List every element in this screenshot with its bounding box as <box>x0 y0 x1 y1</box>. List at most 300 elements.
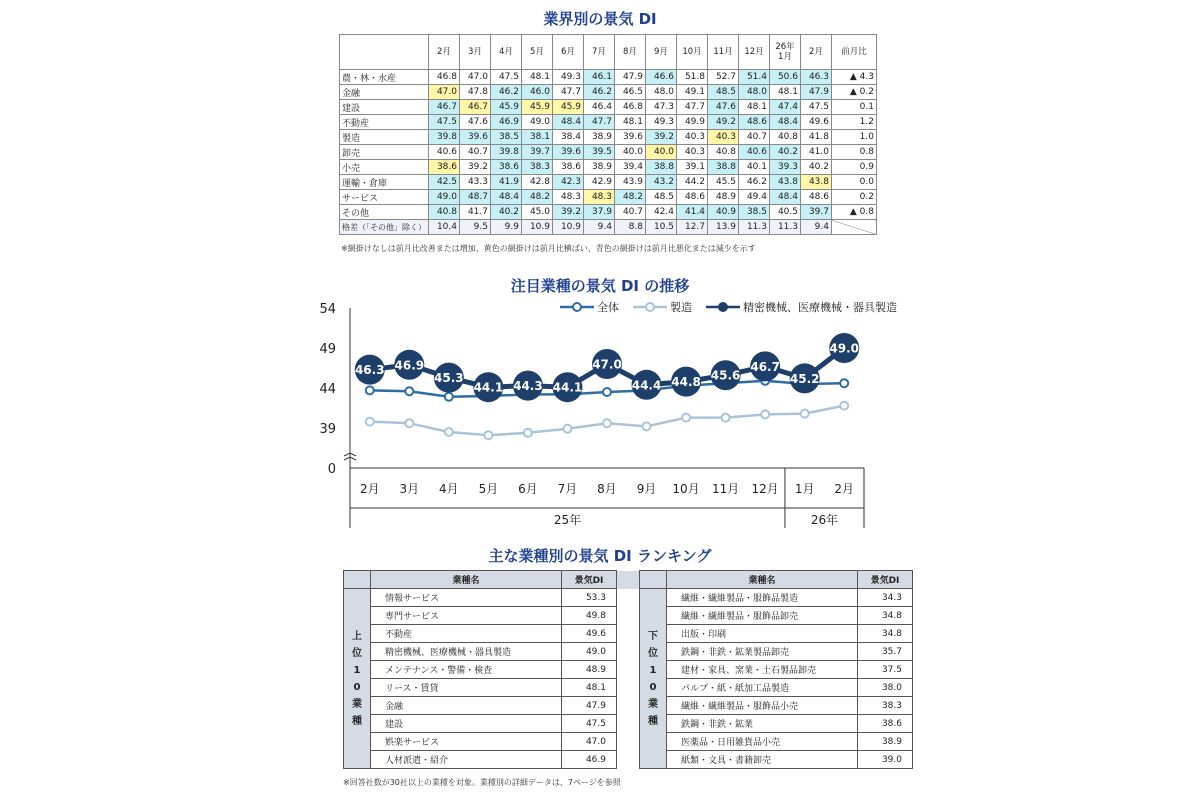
value-cell: 52.7 <box>708 70 739 85</box>
value-cell: 47.0 <box>429 85 460 100</box>
industry-name: 医薬品・日用雑貨品小売 <box>667 733 858 751</box>
data-point <box>366 386 374 394</box>
value-cell: 39.1 <box>677 160 708 175</box>
value-cell: 38.5 <box>739 205 770 220</box>
data-point <box>682 414 690 422</box>
data-point <box>484 431 492 439</box>
table-row <box>340 130 877 145</box>
legend-label: 全体 <box>597 301 619 314</box>
industry-name: 人材派遣・紹介 <box>371 751 562 769</box>
value-cell: 48.2 <box>522 190 553 205</box>
di-value: 49.8 <box>562 607 617 625</box>
industry-name: 専門サービス <box>371 607 562 625</box>
industry-name: 金融 <box>371 697 562 715</box>
column-header: 2月 <box>801 35 832 70</box>
y-tick-label: 49 <box>319 342 336 357</box>
data-label: 45.3 <box>434 371 464 386</box>
value-cell: 40.1 <box>739 160 770 175</box>
value-cell: 38.5 <box>491 130 522 145</box>
x-tick-label: 5月 <box>478 482 499 496</box>
value-cell: 40.9 <box>708 205 739 220</box>
value-cell: 40.6 <box>429 145 460 160</box>
value-cell: 9.4 <box>801 220 832 235</box>
value-cell: 39.2 <box>460 160 491 175</box>
value-cell: 41.0 <box>801 145 832 160</box>
column-header: 7月 <box>584 35 615 70</box>
industry-name: 出版・印刷 <box>667 625 858 643</box>
value-cell: 39.5 <box>584 145 615 160</box>
change-cell: ▲ 4.3 <box>832 70 877 85</box>
value-cell: 49.2 <box>708 115 739 130</box>
value-cell: 38.4 <box>553 130 584 145</box>
ranking-side-label: 上 位 1 0 業 種 <box>344 589 371 769</box>
sector-table-title: 業界別の景気 DI <box>543 10 657 28</box>
column-header: 26年 1月 <box>770 35 801 70</box>
value-cell: 40.8 <box>708 145 739 160</box>
value-cell: 38.6 <box>429 160 460 175</box>
data-point <box>603 388 611 396</box>
di-value: 38.3 <box>858 697 913 715</box>
data-label: 49.0 <box>829 341 860 356</box>
row-label: 卸売 <box>340 145 429 160</box>
value-cell: 49.1 <box>677 85 708 100</box>
column-header: 前月比 <box>832 35 877 70</box>
value-cell: 39.7 <box>801 205 832 220</box>
line-chart <box>0 290 1200 550</box>
value-cell: 39.6 <box>615 130 646 145</box>
table-row <box>340 190 877 205</box>
value-cell: 38.3 <box>522 160 553 175</box>
change-cell-empty <box>832 220 877 235</box>
x-tick-label: 2月 <box>834 482 855 496</box>
value-cell: 46.5 <box>615 85 646 100</box>
value-cell: 46.3 <box>801 70 832 85</box>
change-cell: 0.9 <box>832 160 877 175</box>
ranking-row <box>344 607 913 625</box>
ranking-title: 主な業種別の景気 DI ランキング <box>488 547 712 565</box>
value-cell: 49.0 <box>429 190 460 205</box>
value-cell: 48.3 <box>584 190 615 205</box>
value-cell: 48.3 <box>553 190 584 205</box>
value-cell: 46.8 <box>615 100 646 115</box>
industry-name: 精密機械、医療機械・器具製造 <box>371 643 562 661</box>
ranking-header <box>344 571 913 589</box>
value-cell: 46.7 <box>429 100 460 115</box>
value-cell: 41.9 <box>491 175 522 190</box>
value-cell: 46.2 <box>491 85 522 100</box>
change-cell: 0.1 <box>832 100 877 115</box>
industry-name: 娯楽サービス <box>371 733 562 751</box>
value-cell: 48.4 <box>770 190 801 205</box>
table-row <box>340 175 877 190</box>
value-cell: 48.1 <box>615 115 646 130</box>
industry-name: 繊維・繊維製品・服飾品小売 <box>667 697 858 715</box>
value-cell: 43.8 <box>770 175 801 190</box>
di-value: 34.3 <box>858 589 913 607</box>
di-value: 38.6 <box>858 715 913 733</box>
data-point <box>405 387 413 395</box>
value-cell: 38.6 <box>553 160 584 175</box>
value-cell: 48.1 <box>770 85 801 100</box>
column-header: 業種名 <box>371 571 562 589</box>
value-cell: 9.5 <box>460 220 491 235</box>
ranking-row <box>344 697 913 715</box>
column-header: 6月 <box>553 35 584 70</box>
row-label: 金融 <box>340 85 429 100</box>
di-value: 47.9 <box>562 697 617 715</box>
change-cell: 1.0 <box>832 130 877 145</box>
value-cell: 47.7 <box>553 85 584 100</box>
value-cell: 42.3 <box>553 175 584 190</box>
x-tick-label: 9月 <box>636 482 657 496</box>
spacer <box>617 571 640 589</box>
data-point <box>524 429 532 437</box>
value-cell: 39.4 <box>615 160 646 175</box>
ranking-row <box>344 625 913 643</box>
y-tick-label: 54 <box>319 302 336 317</box>
value-cell: 47.5 <box>429 115 460 130</box>
table-row <box>340 115 877 130</box>
spacer <box>617 679 640 697</box>
value-cell: 48.2 <box>615 190 646 205</box>
industry-name: 情報サービス <box>371 589 562 607</box>
x-tick-label: 12月 <box>751 482 779 496</box>
value-cell: 50.6 <box>770 70 801 85</box>
industry-name: リース・賃貸 <box>371 679 562 697</box>
value-cell: 45.9 <box>553 100 584 115</box>
value-cell: 48.6 <box>801 190 832 205</box>
di-value: 38.0 <box>858 679 913 697</box>
value-cell: 41.4 <box>677 205 708 220</box>
value-cell: 43.2 <box>646 175 677 190</box>
value-cell: 38.1 <box>522 130 553 145</box>
value-cell: 48.4 <box>770 115 801 130</box>
data-point <box>840 379 848 387</box>
industry-name: 繊維・繊維製品・服飾品卸売 <box>667 607 858 625</box>
di-value: 47.0 <box>562 733 617 751</box>
value-cell: 45.0 <box>522 205 553 220</box>
value-cell: 47.0 <box>460 70 491 85</box>
value-cell: 39.7 <box>522 145 553 160</box>
change-cell: 0.2 <box>832 190 877 205</box>
value-cell: 40.2 <box>801 160 832 175</box>
value-cell: 40.7 <box>739 130 770 145</box>
value-cell: 10.5 <box>646 220 677 235</box>
data-label: 44.1 <box>552 380 583 395</box>
industry-name: 不動産 <box>371 625 562 643</box>
value-cell: 48.7 <box>460 190 491 205</box>
data-point <box>366 418 374 426</box>
ranking-row <box>344 589 913 607</box>
sector-table-header <box>340 35 877 70</box>
sector-table-note: ※網掛けなしは前月比改善または増加、黄色の網掛けは前月比横ばい、青色の網掛けは前月比悪化または減少を示す <box>341 244 756 253</box>
column-header: 景気DI <box>562 571 617 589</box>
value-cell: 8.8 <box>615 220 646 235</box>
value-cell: 46.1 <box>584 70 615 85</box>
ranking-row <box>344 661 913 679</box>
value-cell: 48.6 <box>677 190 708 205</box>
value-cell: 39.6 <box>553 145 584 160</box>
value-cell: 51.4 <box>739 70 770 85</box>
data-label: 44.8 <box>671 375 701 390</box>
value-cell: 47.5 <box>801 100 832 115</box>
value-cell: 41.7 <box>460 205 491 220</box>
column-header: 9月 <box>646 35 677 70</box>
spacer <box>617 661 640 679</box>
value-cell: 42.5 <box>429 175 460 190</box>
value-cell: 45.9 <box>491 100 522 115</box>
value-cell: 39.8 <box>491 145 522 160</box>
value-cell: 48.6 <box>739 115 770 130</box>
table-row <box>340 85 877 100</box>
y-tick-label: 44 <box>319 382 336 397</box>
value-cell: 39.2 <box>646 130 677 145</box>
value-cell: 47.7 <box>677 100 708 115</box>
data-point <box>563 425 571 433</box>
value-cell: 46.6 <box>646 70 677 85</box>
value-cell: 43.3 <box>460 175 491 190</box>
data-label: 44.3 <box>513 379 543 394</box>
value-cell: 43.8 <box>801 175 832 190</box>
value-cell: 44.2 <box>677 175 708 190</box>
value-cell: 46.0 <box>522 85 553 100</box>
ranking-row <box>344 751 913 769</box>
value-cell: 47.3 <box>646 100 677 115</box>
x-tick-label: 4月 <box>439 482 459 496</box>
di-value: 49.0 <box>562 643 617 661</box>
sector-di-table <box>339 34 877 235</box>
column-header: 3月 <box>460 35 491 70</box>
data-label: 46.3 <box>354 363 385 378</box>
value-cell: 46.2 <box>584 85 615 100</box>
spacer <box>617 643 640 661</box>
value-cell: 45.5 <box>708 175 739 190</box>
value-cell: 48.5 <box>646 190 677 205</box>
column-header: 8月 <box>615 35 646 70</box>
value-cell: 40.2 <box>491 205 522 220</box>
table-row <box>340 70 877 85</box>
value-cell: 38.8 <box>646 160 677 175</box>
data-label: 46.9 <box>394 358 425 373</box>
change-cell: ▲ 0.2 <box>832 85 877 100</box>
value-cell: 48.0 <box>739 85 770 100</box>
di-value: 39.0 <box>858 751 913 769</box>
data-point <box>801 410 809 418</box>
column-header: 11月 <box>708 35 739 70</box>
industry-name: 繊維・繊維製品・服飾品製造 <box>667 589 858 607</box>
value-cell: 48.9 <box>708 190 739 205</box>
data-label: 46.7 <box>750 359 780 374</box>
data-point <box>405 419 413 427</box>
value-cell: 40.8 <box>770 130 801 145</box>
di-value: 35.7 <box>858 643 913 661</box>
data-label: 47.0 <box>592 357 622 372</box>
value-cell: 40.6 <box>739 145 770 160</box>
data-point <box>840 402 848 410</box>
data-label: 45.6 <box>710 368 741 383</box>
value-cell: 40.7 <box>460 145 491 160</box>
legend-label: 精密機械、医療機械・器具製造 <box>743 301 897 314</box>
table-row <box>340 205 877 220</box>
x-tick-label: 11月 <box>711 482 740 496</box>
value-cell: 47.6 <box>708 100 739 115</box>
x-tick-label: 6月 <box>518 482 538 496</box>
value-cell: 37.9 <box>584 205 615 220</box>
row-label: 運輸・倉庫 <box>340 175 429 190</box>
column-header: 5月 <box>522 35 553 70</box>
value-cell: 38.8 <box>708 160 739 175</box>
table-row <box>340 100 877 115</box>
value-cell: 48.4 <box>553 115 584 130</box>
chart-title: 注目業種の景気 DI の推移 <box>510 277 690 295</box>
value-cell: 48.1 <box>739 100 770 115</box>
di-value: 38.9 <box>858 733 913 751</box>
value-cell: 47.8 <box>460 85 491 100</box>
spacer <box>617 589 640 607</box>
value-cell: 41.8 <box>801 130 832 145</box>
gap-row <box>340 220 877 235</box>
value-cell: 49.3 <box>646 115 677 130</box>
industry-name: 鉄鋼・非鉄・鉱業 <box>667 715 858 733</box>
di-value: 53.3 <box>562 589 617 607</box>
di-value: 37.5 <box>858 661 913 679</box>
value-cell: 42.8 <box>522 175 553 190</box>
column-header: 業種名 <box>667 571 858 589</box>
data-label: 44.4 <box>631 378 662 393</box>
value-cell: 47.9 <box>615 70 646 85</box>
industry-name: 鉄鋼・非鉄・鉱業製品卸売 <box>667 643 858 661</box>
spacer <box>617 697 640 715</box>
data-point <box>761 410 769 418</box>
value-cell: 10.9 <box>553 220 584 235</box>
header-corner <box>640 571 667 589</box>
di-value: 34.8 <box>858 625 913 643</box>
ranking-row <box>344 679 913 697</box>
industry-name: メンテナンス・警備・検査 <box>371 661 562 679</box>
ranking-table <box>343 570 913 769</box>
row-label: 農・林・水産 <box>340 70 429 85</box>
x-tick-label: 2月 <box>359 482 380 496</box>
spacer <box>617 715 640 733</box>
value-cell: 47.5 <box>491 70 522 85</box>
change-cell: ▲ 0.8 <box>832 205 877 220</box>
value-cell: 47.7 <box>584 115 615 130</box>
ranking-note: ※回答社数が30社以上の業種を対象。業種別の詳細データは、7ページを参照 <box>343 778 621 787</box>
value-cell: 46.2 <box>739 175 770 190</box>
value-cell: 39.8 <box>429 130 460 145</box>
ranking-row <box>344 733 913 751</box>
value-cell: 46.7 <box>460 100 491 115</box>
spacer <box>617 733 640 751</box>
row-label: 不動産 <box>340 115 429 130</box>
value-cell: 42.9 <box>584 175 615 190</box>
row-label: 製造 <box>340 130 429 145</box>
value-cell: 46.9 <box>491 115 522 130</box>
di-value: 46.9 <box>562 751 617 769</box>
data-point <box>445 393 453 401</box>
table-row <box>340 145 877 160</box>
header-corner <box>344 571 371 589</box>
value-cell: 49.4 <box>739 190 770 205</box>
x-tick-label: 3月 <box>399 482 420 496</box>
row-label: 建設 <box>340 100 429 115</box>
x-tick-label: 1月 <box>794 482 815 496</box>
value-cell: 11.3 <box>739 220 770 235</box>
data-point <box>722 414 730 422</box>
value-cell: 12.7 <box>677 220 708 235</box>
change-cell: 0.8 <box>832 145 877 160</box>
value-cell: 46.8 <box>429 70 460 85</box>
spacer <box>617 625 640 643</box>
value-cell: 39.3 <box>770 160 801 175</box>
value-cell: 47.9 <box>801 85 832 100</box>
value-cell: 47.4 <box>770 100 801 115</box>
column-header: 10月 <box>677 35 708 70</box>
row-label: サービス <box>340 190 429 205</box>
value-cell: 40.7 <box>615 205 646 220</box>
value-cell: 40.0 <box>646 145 677 160</box>
value-cell: 9.4 <box>584 220 615 235</box>
x-tick-label: 7月 <box>557 482 578 496</box>
value-cell: 38.9 <box>584 130 615 145</box>
industry-name: 建材・家具、窯業・土石製品卸売 <box>667 661 858 679</box>
spacer <box>617 607 640 625</box>
industry-name: パルプ・紙・紙加工品製造 <box>667 679 858 697</box>
value-cell: 38.6 <box>491 160 522 175</box>
data-label: 44.1 <box>473 380 504 395</box>
value-cell: 47.6 <box>460 115 491 130</box>
value-cell: 48.1 <box>522 70 553 85</box>
y-tick-label: 39 <box>319 422 336 437</box>
value-cell: 40.8 <box>429 205 460 220</box>
value-cell: 49.6 <box>801 115 832 130</box>
value-cell: 40.3 <box>677 145 708 160</box>
change-cell: 0.0 <box>832 175 877 190</box>
value-cell: 10.4 <box>429 220 460 235</box>
row-label: 格差（「その他」除く） <box>340 220 429 235</box>
data-point <box>643 422 651 430</box>
column-header: 景気DI <box>858 571 913 589</box>
ranking-side-label: 下 位 1 0 業 種 <box>640 589 667 769</box>
value-cell: 40.5 <box>770 205 801 220</box>
value-cell: 43.9 <box>615 175 646 190</box>
value-cell: 48.4 <box>491 190 522 205</box>
value-cell: 48.5 <box>708 85 739 100</box>
value-cell: 40.2 <box>770 145 801 160</box>
value-cell: 48.0 <box>646 85 677 100</box>
data-point <box>603 419 611 427</box>
value-cell: 49.9 <box>677 115 708 130</box>
data-point <box>445 428 453 436</box>
y-tick-label: 0 <box>327 462 336 477</box>
column-header: 4月 <box>491 35 522 70</box>
value-cell: 46.4 <box>584 100 615 115</box>
di-value: 34.8 <box>858 607 913 625</box>
legend-label: 製造 <box>670 301 692 314</box>
value-cell: 9.9 <box>491 220 522 235</box>
year-label: 26年 <box>810 513 839 527</box>
row-label: 小売 <box>340 160 429 175</box>
di-value: 48.9 <box>562 661 617 679</box>
x-tick-label: 8月 <box>597 482 617 496</box>
value-cell: 40.3 <box>677 130 708 145</box>
value-cell: 39.6 <box>460 130 491 145</box>
value-cell: 39.2 <box>553 205 584 220</box>
ranking-row <box>344 715 913 733</box>
header-corner <box>340 35 429 70</box>
value-cell: 11.3 <box>770 220 801 235</box>
value-cell: 40.0 <box>615 145 646 160</box>
